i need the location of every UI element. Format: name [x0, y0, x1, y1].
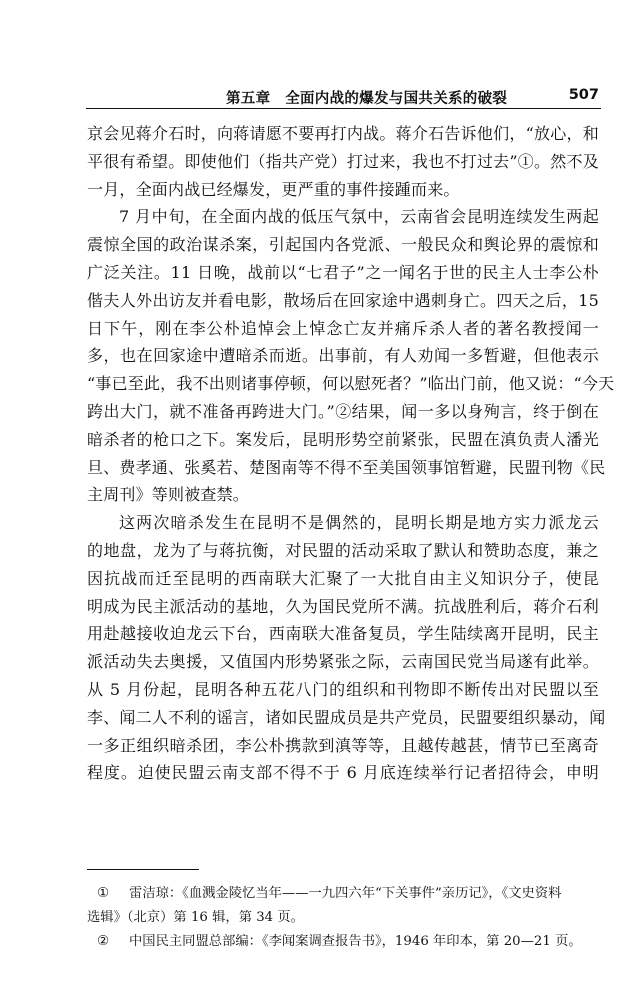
text-line: 日下午，刚在李公朴追悼会上悼念亡友并痛斥杀人者的著名教授闻一	[87, 318, 599, 338]
footnote-text: 中国民主同盟总部编：《李闻案调查报告书》，1946 年印本，第 20—21 页。	[129, 934, 582, 949]
text-line: 的地盘，龙为了与蒋抗衡，对民盟的活动采取了默认和赞助态度，兼之	[87, 540, 599, 560]
text-line: 程度。迫使民盟云南支部不得不于 6 月底连续举行记者招待会，申明	[87, 763, 599, 783]
text-line: 平很有希望。即使他们（指共产党）打过来，我也不打过去”①。然不及	[87, 151, 599, 171]
body-text	[87, 120, 615, 787]
text-line: 暗杀者的枪口之下。案发后，昆明形势空前紧张，民盟在滇负责人潘光	[87, 429, 599, 449]
footnote-marker: ②	[97, 934, 109, 949]
footnote-1	[87, 882, 599, 906]
footnote-divider	[87, 869, 199, 870]
text-line: 明成为民主派活动的基地，久为国民党所不满。抗战胜利后，蒋介石利	[87, 596, 599, 616]
text-line: 跨出大门，就不准备再跨进大门。”②结果，闻一多以身殉言，终于倒在	[87, 401, 599, 421]
text-line: 7 月中旬，在全面内战的低压气氛中，云南省会昆明连续发生两起	[119, 207, 599, 227]
footnote-2	[87, 930, 599, 954]
text-line: 广泛关注。11 日晚，战前以“七君子”之一闻名于世的民主人士李公朴	[87, 262, 599, 282]
footnotes	[87, 882, 599, 954]
text-line: 多，也在回家途中遭暗杀而逝。出事前，有人劝闻一多暂避，但他表示	[87, 346, 599, 366]
text-line: 主周刊》等则被查禁。	[87, 485, 250, 505]
text-line: “事已至此，我不出则诸事停顿，何以慰死者？”临出门前，他又说：“今天	[87, 374, 615, 394]
text-line: 震惊全国的政治谋杀案，引起国内各党派、一般民众和舆论界的震惊和	[87, 235, 599, 255]
text-line: 从 5 月份起，昆明各种五花八门的组织和刊物即不断传出对民盟以至	[87, 679, 599, 699]
text-line: 用赴越接收迫龙云下台，西南联大准备复员，学生陆续离开昆明，民主	[87, 624, 599, 644]
chapter-title: 第五章 全面内战的爆发与国共关系的破裂	[226, 91, 508, 107]
text-line: 因抗战而迁至昆明的西南联大汇聚了一大批自由主义知识分子，使昆	[87, 568, 599, 588]
footnote-text: 雷洁琼：《血溅金陵忆当年——一九四六年“下关事件”亲历记》，《文史资料	[129, 886, 562, 901]
running-header	[86, 86, 601, 109]
text-line: 一多正组织暗杀团，李公朴携款到滇等等，且越传越甚，情节已至离奇	[87, 735, 599, 755]
text-line: 京会见蒋介石时，向蒋请愿不要再打内战。蒋介石告诉他们，“放心，和	[87, 124, 599, 143]
text-line: 李、闻二人不利的谣言，诸如民盟成员是共产党员，民盟要组织暴动，闻	[87, 707, 606, 727]
text-line: 偕夫人外出访友并看电影，散场后在回家途中遇刺身亡。四天之后，15	[87, 290, 599, 310]
footnote-1-continued: 选辑》（北京）第 16 辑，第 34 页。	[87, 910, 304, 925]
text-line: 派活动失去奥援，又值国内形势紧张之际，云南国民党当局遂有此举。	[87, 652, 599, 672]
text-line: 这两次暗杀发生在昆明不是偶然的，昆明长期是地方实力派龙云	[119, 513, 599, 533]
page-number: 507	[568, 87, 599, 103]
text-line: 一月，全面内战已经爆发，更严重的事件接踵而来。	[87, 179, 460, 199]
footnote-marker: ①	[97, 886, 109, 901]
text-line: 旦、费孝通、张奚若、楚图南等不得不至美国领事馆暂避，民盟刊物《民	[87, 457, 606, 477]
